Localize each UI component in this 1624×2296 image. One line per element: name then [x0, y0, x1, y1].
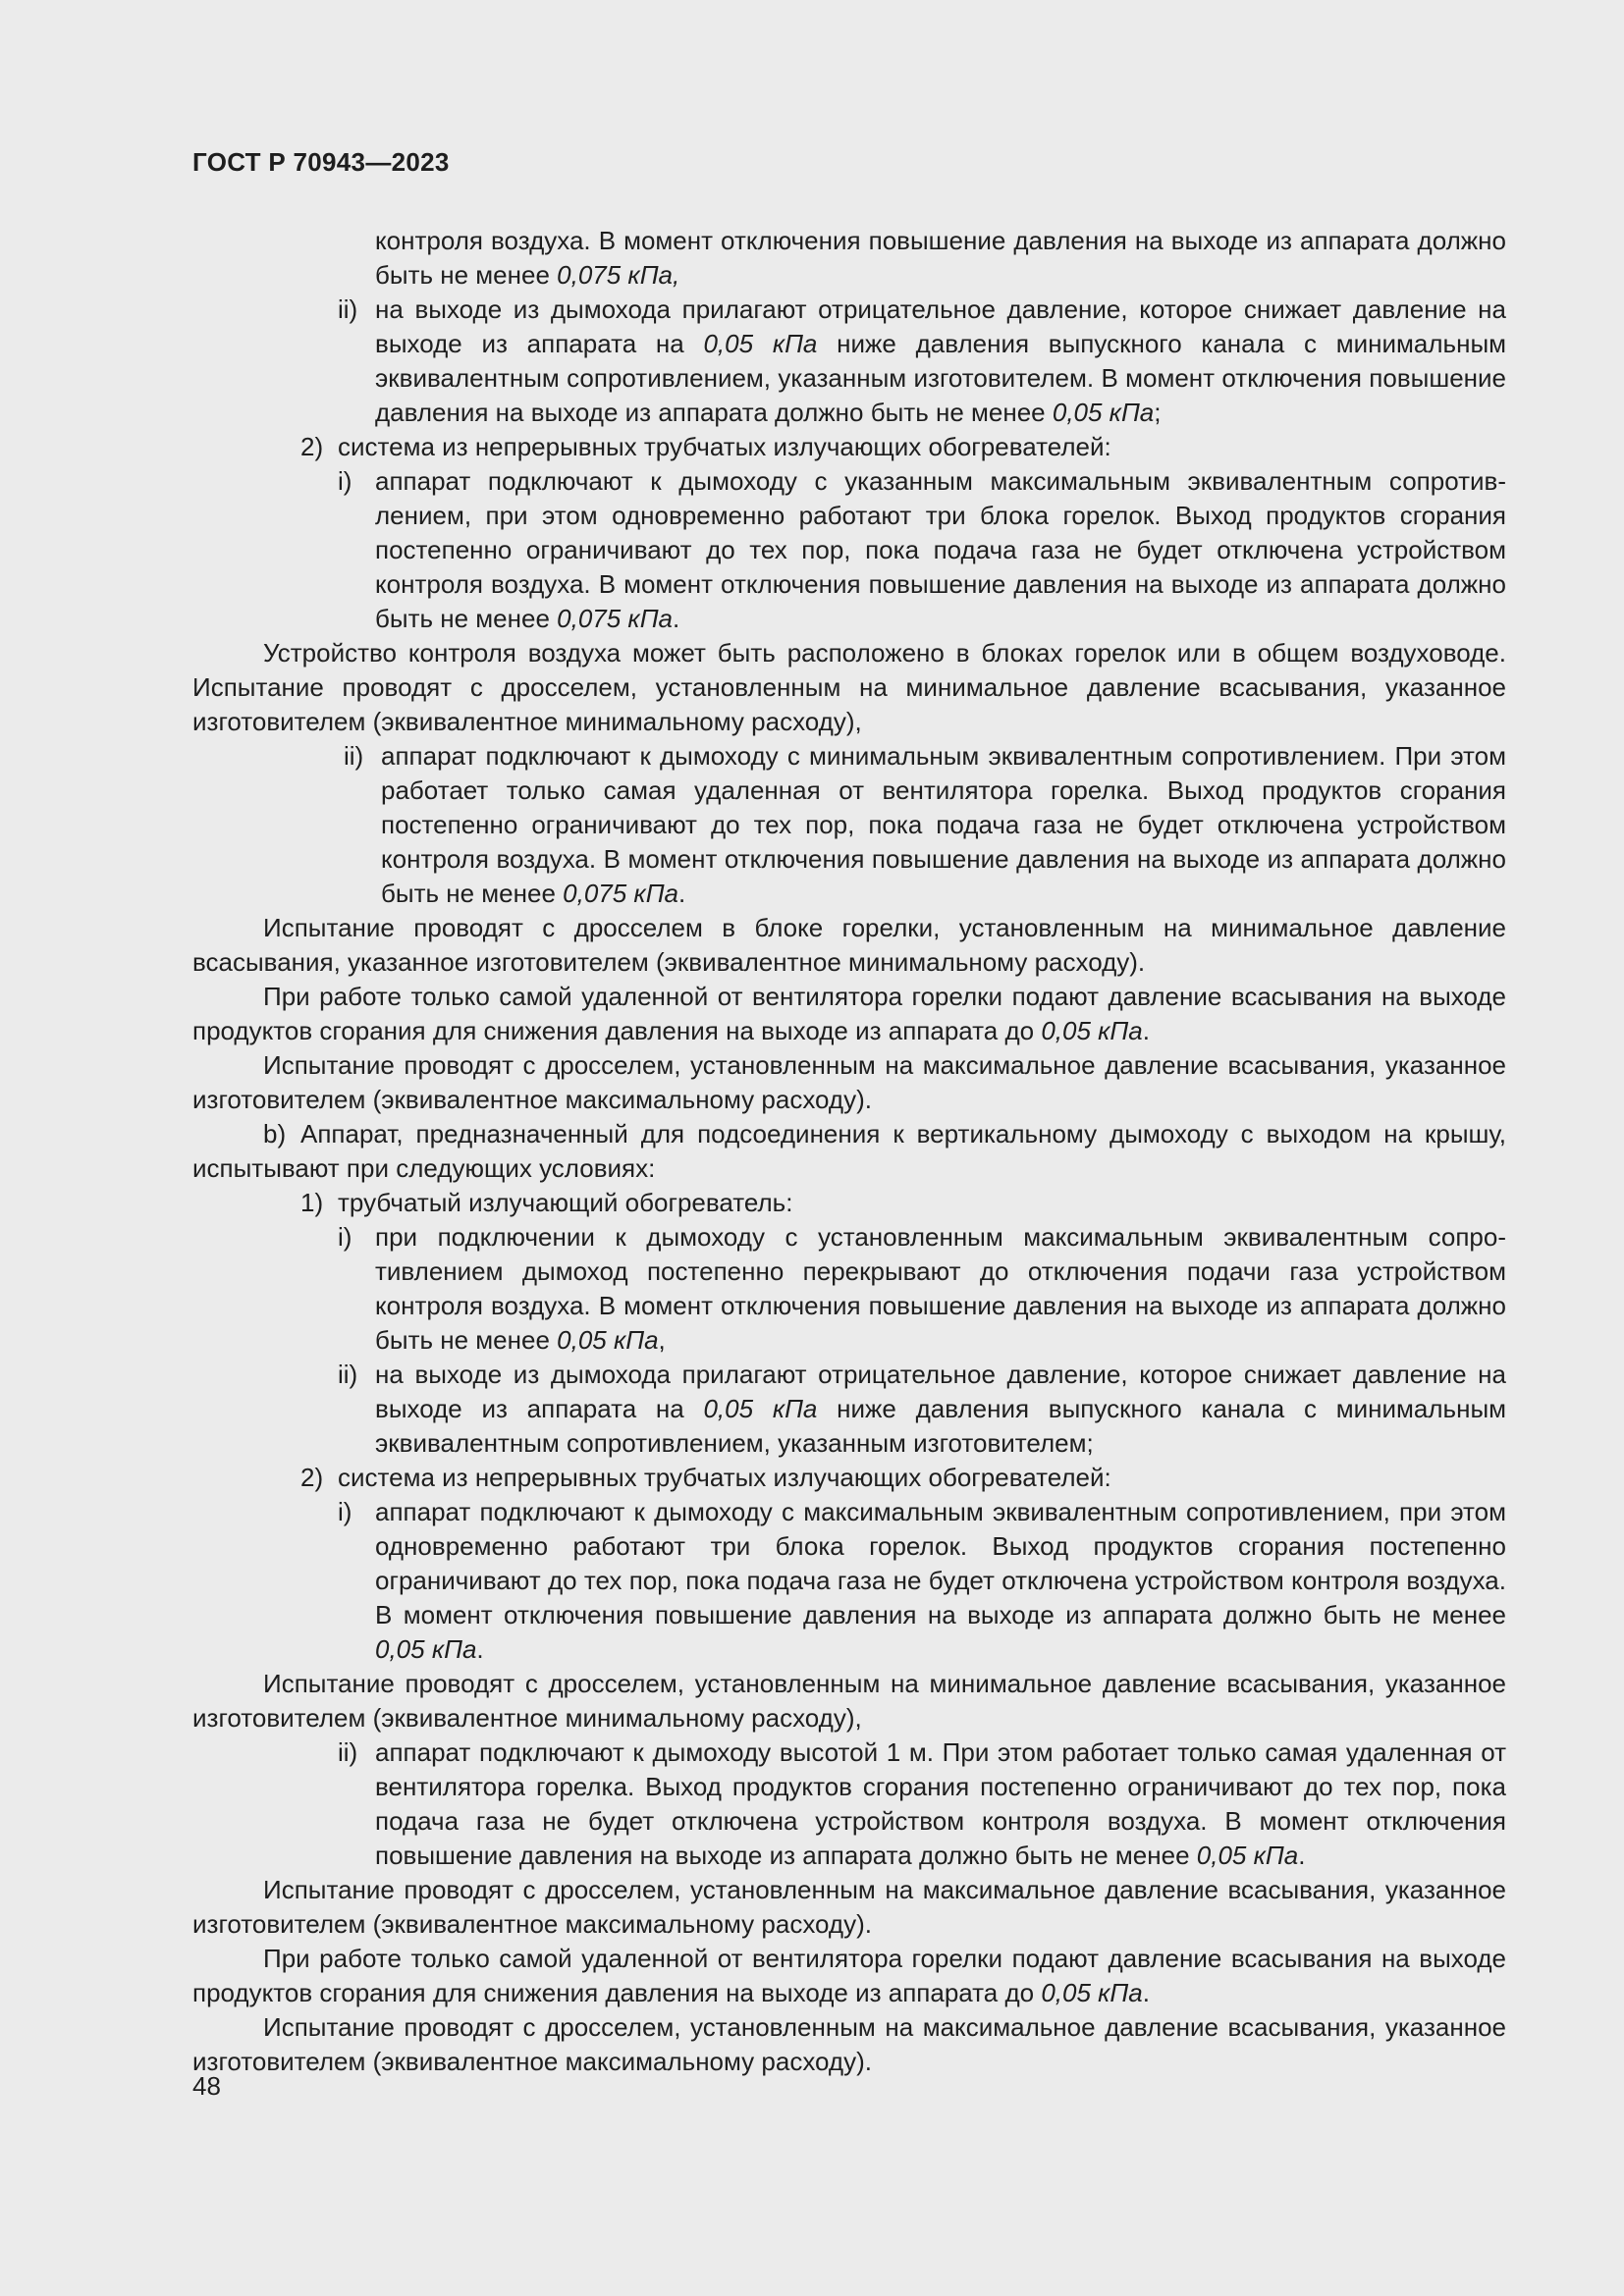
paragraph-text: трубчатый излучающий обогреватель: [338, 1188, 793, 1217]
list-marker: ii) [338, 1737, 358, 1767]
paragraph-text: на выходе из дымохода прилагают отрицательное давление, которое снижает давление на выходе из аппарата на 0,05 кПа ниже давления выпускного канала с минимальным эквивалентным сопротивлением, указанным изготовителем; [375, 1360, 1507, 1458]
paragraph [192, 1942, 1506, 2010]
paragraph [192, 911, 1506, 980]
paragraph-text: При работе только самой удаленной от вентилятора горелки подают давление всасывания на выходе продуктов сгорания для снижения давления на выходе из аппарата до 0,05 кПа. [192, 982, 1506, 1045]
list-item [192, 1495, 1506, 1667]
paragraph-text: Испытание проводят с дросселем, установленным на максимальное давление всасывания, указанное изготовителем (эквивалентное максимальному расходу). [192, 1050, 1506, 1114]
list-marker: i) [338, 1222, 352, 1252]
paragraph [192, 1873, 1506, 1942]
list-item [192, 1358, 1506, 1461]
paragraph-text: Испытание проводят с дросселем, установленным на максимальное давление всасывания, указанное изготовителем (эквивалентное максимальному расходу). [192, 1875, 1506, 1939]
list-item [192, 1735, 1506, 1873]
list-marker: 1) [300, 1188, 324, 1217]
document-body [192, 224, 1506, 2079]
paragraph-text: Аппарат, предназначенный для подсоединения к вертикальному дымоходу с выходом на крышу, испытывают при следующих условиях: [192, 1119, 1506, 1183]
paragraph [192, 224, 1506, 293]
paragraph-text: система из непрерывных трубчатых излучающих обогревателей: [338, 432, 1111, 461]
list-item [192, 464, 1506, 636]
list-item [192, 1461, 1506, 1495]
list-marker: b) [263, 1119, 287, 1148]
paragraph-text: контроля воздуха. В момент отключения повышение давления на выходе из аппарата должно быть не менее 0,075 кПа, [375, 226, 1506, 290]
page-number: 48 [192, 2071, 221, 2101]
paragraph-text: при подключении к дымоходу с установленным максимальным эквивалентным сопротивлением дымоход постепенно перекрывают до отключения подачи газа устройством контроля воздуха. В момент отключения повышение давления на выходе из аппарата должно быть не менее 0,05 кПа, [375, 1222, 1506, 1355]
paragraph-text: аппарат подключают к дымоходу с указанным максимальным эквивалентным сопротивлением, при этом одновременно работают три блока горелок. Выход продуктов сгорания постепенно ограничивают до тех пор, пока подача газа не будет отключена устройством контроля воздуха. В момент отключения повышение давления на выходе из аппарата должно быть не менее 0,075 кПа. [375, 466, 1506, 633]
paragraph [192, 636, 1506, 739]
list-marker: 2) [300, 432, 324, 461]
paragraph-text: аппарат подключают к дымоходу с минимальным эквивалентным сопротивлением. При этом работает только самая удаленная от вентилятора горелка. Выход продуктов сгорания постепенно ограничивают до тех пор, пока подача газа не будет отключена устройством контроля воздуха. В момент отключения повышение давления на выходе из аппарата должно быть не менее 0,075 кПа. [381, 741, 1506, 908]
list-item [192, 293, 1506, 430]
paragraph-text: аппарат подключают к дымоходу с максимальным эквивалентным сопротивлением, при этом одновременно работают три блока горелок. Выход продуктов сгорания постепенно ограничивают до тех пор, пока подача газа не будет отключена устройством контроля воздуха. В момент отключения повышение давления на выходе из аппарата должно быть не менее 0,05 кПа. [375, 1497, 1506, 1664]
list-item [192, 1220, 1506, 1358]
paragraph [192, 2010, 1506, 2079]
list-item [192, 1186, 1506, 1220]
list-item [192, 1117, 1506, 1186]
paragraph [192, 980, 1506, 1048]
paragraph-text: Испытание проводят с дросселем в блоке горелки, установленным на минимальное давление всасывания, указанное изготовителем (эквивалентное минимальному расходу). [192, 913, 1506, 977]
paragraph [192, 1667, 1506, 1735]
list-marker: ii) [344, 741, 364, 771]
paragraph-text: При работе только самой удаленной от вентилятора горелки подают давление всасывания на выходе продуктов сгорания для снижения давления на выходе из аппарата до 0,05 кПа. [192, 1944, 1506, 2007]
paragraph-text: система из непрерывных трубчатых излучающих обогревателей: [338, 1463, 1111, 1492]
list-marker: i) [338, 466, 352, 496]
list-marker: 2) [300, 1463, 324, 1492]
paragraph-text: Испытание проводят с дросселем, установленным на минимальное давление всасывания, указанное изготовителем (эквивалентное минимальному расходу), [192, 1669, 1506, 1733]
list-item [192, 739, 1506, 911]
paragraph-text: Испытание проводят с дросселем, установленным на максимальное давление всасывания, указанное изготовителем (эквивалентное максимальному расходу). [192, 2012, 1506, 2076]
paragraph-text: на выходе из дымохода прилагают отрицательное давление, которое снижает давление на выходе из аппарата на 0,05 кПа ниже давления выпускного канала с минимальным эквивалентным сопротивлением, указанным изготовителем. В момент отключения повышение давления на выходе из аппарата должно быть не менее 0,05 кПа; [375, 294, 1507, 427]
list-item [192, 430, 1506, 464]
paragraph [192, 1048, 1506, 1117]
paragraph-text: Устройство контроля воздуха может быть расположено в блоках горелок или в общем воздуховоде. Испытание проводят с дросселем, установленным на минимальное давление всасывания, указанное изготовителем (эквивалентное минимальному расходу), [192, 638, 1506, 736]
document-header: ГОСТ Р 70943—2023 [192, 147, 450, 177]
paragraph-text: аппарат подключают к дымоходу высотой 1 м. При этом работает только самая удаленная от вентилятора горелка. Выход продуктов сгорания постепенно ограничивают до тех пор, пока подача газа не будет отключена устройством контроля воздуха. В момент отключения повышение давления на выходе из аппарата должно быть не менее 0,05 кПа. [375, 1737, 1506, 1870]
list-marker: i) [338, 1497, 352, 1526]
list-marker: ii) [338, 1360, 358, 1389]
list-marker: ii) [338, 294, 358, 324]
